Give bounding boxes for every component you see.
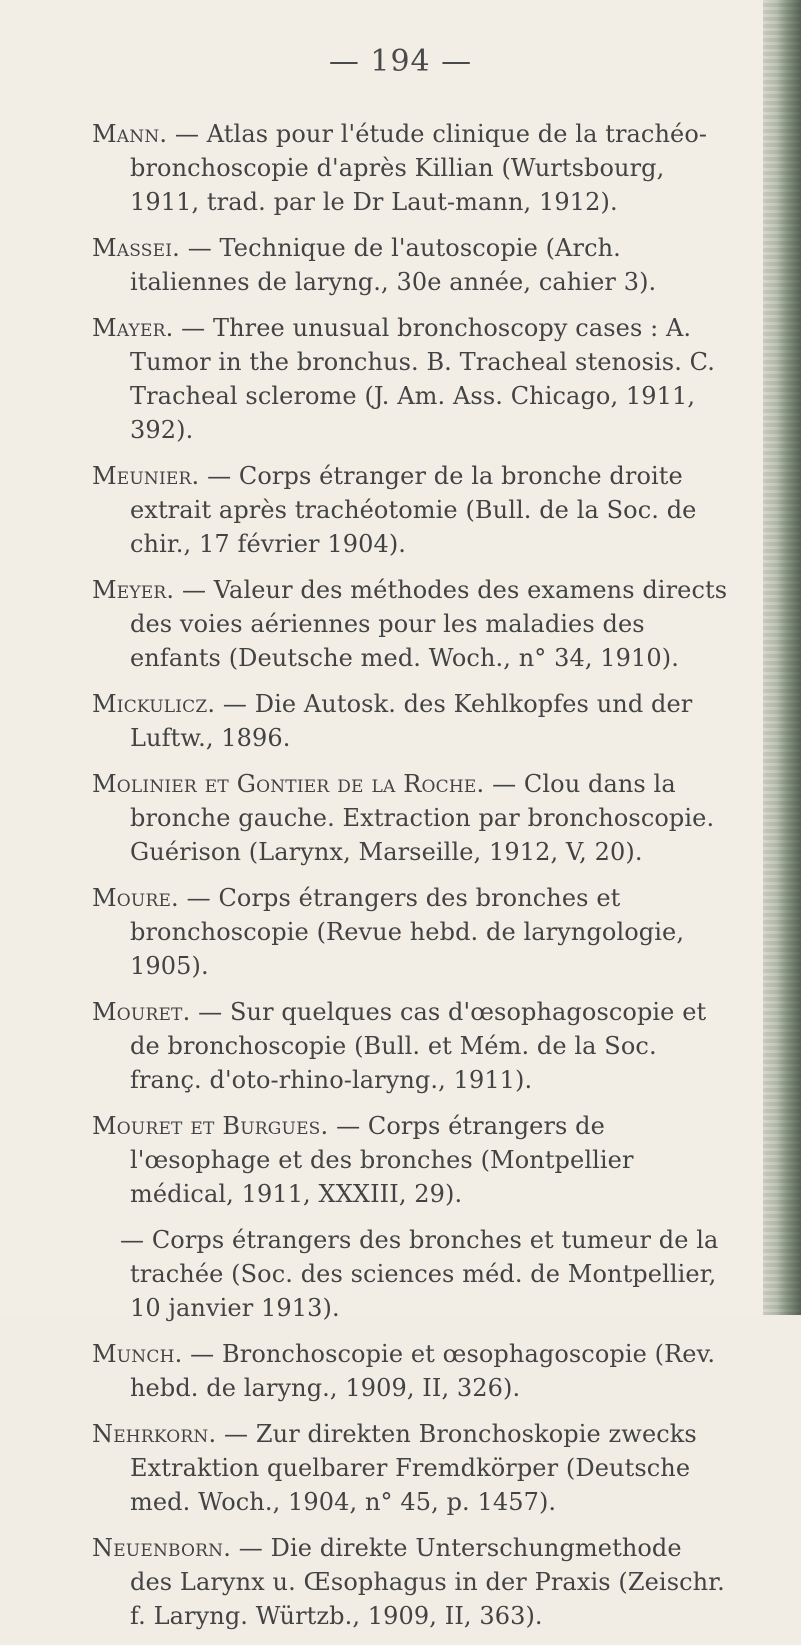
entry-text: — Clou dans la bronche gauche. Extraction par bronchoscopie. Guérison (Larynx, Marseille, 1912, V, 20).	[130, 770, 715, 866]
entry-author: Nehrkorn.	[92, 1420, 217, 1448]
bibliography-entry	[92, 117, 731, 219]
page-number: — 194 —	[328, 44, 473, 79]
bibliography-entry	[92, 767, 731, 869]
entry-text: — Corps étrangers de l'œsophage et des bronches (Montpellier médical, 1911, XXXIII, 29).	[130, 1112, 634, 1208]
bibliography-entry	[92, 995, 731, 1097]
entry-text: — Three unusual bronchoscopy cases : A. Tumor in the bronchus. B. Tracheal stenosis. C. Tracheal sclerome (J. Am. Ass. Chicago, 1911, 392).	[130, 314, 716, 444]
entry-text: — Corps étrangers des bronches et bronchoscopie (Revue hebd. de laryngologie, 1905).	[130, 884, 685, 980]
entry-author: Moure.	[92, 884, 179, 912]
bibliography-entry	[92, 573, 731, 675]
entry-text: — Technique de l'autoscopie (Arch. italiennes de laryng., 30e année, cahier 3).	[130, 234, 657, 296]
bibliography-entry	[92, 1531, 731, 1633]
entry-text: — Sur quelques cas d'œsophagoscopie et de bronchoscopie (Bull. et Mém. de la Soc. franç. d'oto-rhino-laryng., 1911).	[130, 998, 707, 1094]
entry-author: Mann.	[92, 120, 168, 148]
entry-author: Mayer.	[92, 314, 174, 342]
entry-text: — Die direkte Unterschungmethode des Larynx u. Œsophagus in der Praxis (Zeischr. f. Laryng. Würtzb., 1909, II, 363).	[130, 1534, 725, 1630]
entry-author: Meyer.	[92, 576, 175, 604]
entry-author: Massei.	[92, 234, 180, 262]
entry-text: — Corps étrangers des bronches et tumeur de la trachée (Soc. des sciences méd. de Montpellier, 10 janvier 1913).	[120, 1226, 719, 1322]
bibliography-entry	[92, 311, 731, 447]
entry-author: Neuenborn.	[92, 1534, 232, 1562]
bibliography-entry	[92, 881, 731, 983]
entry-author: Molinier et Gontier de la Roche.	[92, 770, 485, 798]
entry-text: — Atlas pour l'étude clinique de la trachéo-bronchoscopie d'après Killian (Wurtsbourg, 1911, trad. par le Dr Laut-mann, 1912).	[130, 120, 708, 216]
entry-author: Munch.	[92, 1340, 183, 1368]
entry-author: Mickulicz.	[92, 690, 216, 718]
bibliography-entry	[92, 1109, 731, 1211]
entry-author: Mouret.	[92, 998, 191, 1026]
entry-text: — Valeur des méthodes des examens directs des voies aériennes pour les maladies des enfants (Deutsche med. Woch., n° 34, 1910).	[130, 576, 728, 672]
bibliography-entry	[92, 1337, 731, 1405]
bibliography-entry-continuation	[92, 1223, 731, 1325]
entry-text: — Corps étranger de la bronche droite extrait après trachéotomie (Bull. de la Soc. de chir., 17 février 1904).	[130, 462, 697, 558]
entry-author: Meunier.	[92, 462, 200, 490]
entry-text: — Zur direkten Bronchoskopie zwecks Extraktion quelbarer Fremdkörper (Deutsche med. Woch., 1904, n° 45, p. 1457).	[130, 1420, 697, 1516]
entry-author: Mouret et Burgues.	[92, 1112, 329, 1140]
entry-text: — Bronchoscopie et œsophagoscopie (Rev. hebd. de laryng., 1909, II, 326).	[130, 1340, 716, 1402]
bibliography-entry	[92, 1417, 731, 1519]
entry-text: — Die Autosk. des Kehlkopfes und der Luftw., 1896.	[130, 690, 693, 752]
bibliography-entry	[92, 459, 731, 561]
bibliography-list	[92, 117, 731, 1645]
bibliography-entry	[92, 687, 731, 755]
bibliography-entry	[92, 231, 731, 299]
page-edge-shadow	[763, 0, 801, 1315]
